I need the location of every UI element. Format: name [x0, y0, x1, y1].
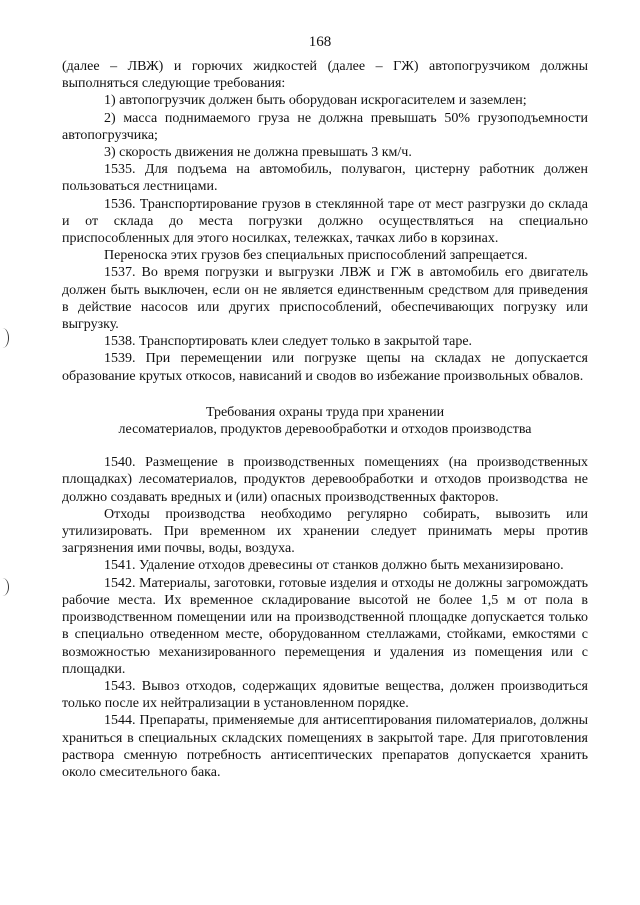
scan-margin-mark — [0, 328, 9, 348]
document-body — [62, 58, 588, 781]
paragraph-1540-waste: Отходы производства необходимо регулярно собирать, вывозить или утилизировать. При временном их хранении следует принимать меры против загрязнения ими почвы, воды, воздуха. — [62, 506, 588, 557]
paragraph-1542: 1542. Материалы, заготовки, готовые изделия и отходы не должны загромождать рабочие места. Их временное складирование высотой не более 1,5 м от пола в производственном помещении или на производственной площадке допускается только в специально отведенном месте, оборудованном стеллажами, стойками, емкостями с возможностью механизированного перемещения и удаления из помещения или с площадки. — [62, 575, 588, 677]
list-item-3: 3) скорость движения не должна превышать 3 км/ч. — [104, 145, 412, 161]
paragraph-1537: 1537. Во время погрузки и выгрузки ЛВЖ и ГЖ в автомобиль его двигатель должен быть выключен, если он не является единственным средством для приведения в действие насосов или других приспособлений, обеспечивающих погрузку или выгрузку. — [62, 265, 588, 333]
paragraph-1535: 1535. Для подъема на автомобиль, полувагон, цистерну работник должен пользоваться лестницами. — [62, 162, 588, 195]
paragraph-1539: 1539. При перемещении или погрузке щепы на складах не допускается образование крутых откосов, нависаний и сводов во избежание произвольных обвалов. — [62, 351, 588, 384]
paragraph-1536-note: Переноска этих грузов без специальных приспособлений запрещается. — [104, 248, 528, 264]
paragraph-1540: 1540. Размещение в производственных помещениях (на производственных площадках) лесоматериалов, продуктов деревообработки и отходов производства не должно создавать вредных и (или) опасных производственных факторов. — [62, 455, 588, 505]
paragraph-1543: 1543. Вывоз отходов, содержащих ядовитые вещества, должен производиться только после их нейтрализации в установленном порядке. — [62, 678, 588, 712]
section-heading-line-2: лесоматериалов, продуктов деревообработки и отходов производства — [118, 422, 532, 438]
section-heading-line-1: Требования охраны труда при хранении — [205, 404, 445, 420]
page-number: 168 — [308, 34, 332, 50]
paragraph-continuation: (далее – ЛВЖ) и горючих жидкостей (далее – ГЖ) автопогрузчиком должны выполняться следующие требования: — [62, 59, 588, 92]
list-item-2: 2) масса поднимаемого груза не должна превышать 50% грузоподъемности автопогрузчика; — [62, 110, 588, 143]
paragraph-1541: 1541. Удаление отходов древесины от станков должно быть механизировано. — [104, 558, 564, 574]
paragraph-1536: 1536. Транспортирование грузов в стеклянной таре от мест разгрузки до склада и от склада до места погрузки должно осуществляться на специально приспособленных для этого носилках, тележках, тачках либо в корзинах. — [62, 196, 588, 247]
scan-margin-mark — [0, 578, 9, 596]
list-item-1: 1) автопогрузчик должен быть оборудован искрогасителем и заземлен; — [104, 93, 527, 109]
paragraph-1544: 1544. Препараты, применяемые для антисептирования пиломатериалов, должны храниться в специальных складских помещениях в закрытой таре. Для приготовления раствора сменную потребность антисептических препаратов допускается хранить около смесительного бака. — [62, 713, 588, 780]
paragraph-1538: 1538. Транспортировать клеи следует только в закрытой таре. — [104, 334, 473, 350]
